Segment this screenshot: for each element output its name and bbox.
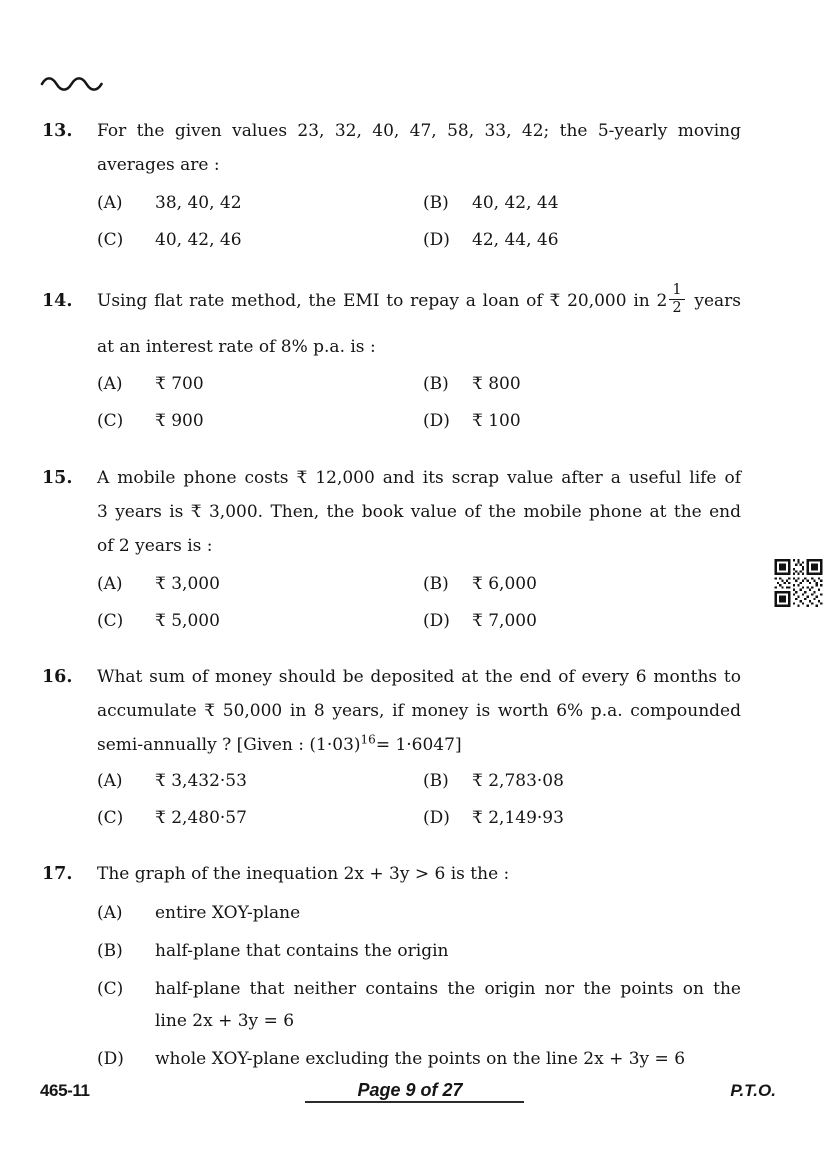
fraction-one-half: $\frac{1}{2}$	[669, 282, 684, 316]
footer-underline	[305, 1101, 524, 1103]
option-text: 42, 44, 46	[472, 230, 559, 250]
option-label: (A)	[97, 903, 123, 923]
option-text: whole XOY-plane excluding the points on the line 2x + 3y = 6	[155, 1049, 686, 1069]
question-text-line: 3 years is ₹ 3,000. Then, the book value of the mobile phone at the end	[97, 502, 741, 522]
question-16	[42, 660, 741, 837]
option-text: entire XOY-plane	[155, 903, 301, 923]
option-text: ₹ 6,000	[472, 574, 537, 594]
option-label: (C)	[97, 411, 124, 431]
option-label: (C)	[97, 611, 124, 631]
option-row	[97, 973, 741, 1037]
option-text: 38, 40, 42	[155, 193, 242, 213]
question-text-line: What sum of money should be deposited at the end of every 6 months to	[97, 667, 741, 687]
option-row	[97, 935, 741, 967]
option-label: (C)	[97, 230, 124, 250]
option-label: (B)	[423, 574, 449, 594]
option-text: ₹ 3,432·53	[155, 771, 247, 791]
question-text-line: A mobile phone costs ₹ 12,000 and its scrap value after a useful life of	[97, 468, 741, 488]
option-text: ₹ 3,000	[155, 574, 220, 594]
options-list	[97, 897, 741, 1075]
exponent: 16	[360, 732, 376, 747]
pto-label: P.T.O.	[730, 1081, 776, 1100]
question-text-line: For the given values 23, 32, 40, 47, 58, 33, 42; the 5-yearly moving	[97, 121, 741, 141]
option-label: (B)	[423, 193, 449, 213]
question-text-line: averages are :	[97, 155, 220, 175]
option-text: ₹ 700	[155, 374, 204, 394]
option-label: (C)	[97, 808, 124, 828]
question-13	[42, 114, 741, 259]
option-text: ₹ 2,783·08	[472, 771, 564, 791]
option-label: (A)	[97, 374, 123, 394]
option-text: half-plane that contains the origin	[155, 941, 449, 961]
option-label: (B)	[423, 374, 449, 394]
options-grid	[97, 763, 741, 837]
option-label: (A)	[97, 771, 123, 791]
options-grid	[97, 566, 741, 640]
option-label: (D)	[423, 611, 450, 631]
question-17	[42, 857, 741, 1081]
option-row	[97, 1043, 741, 1075]
question-text-line: The graph of the inequation 2x + 3y > 6 is the :	[97, 864, 510, 884]
option-label: (A)	[97, 574, 123, 594]
option-label: (D)	[423, 230, 450, 250]
question-15	[42, 461, 741, 640]
option-text: 40, 42, 46	[155, 230, 242, 250]
option-label: (D)	[97, 1049, 124, 1069]
option-text: ₹ 900	[155, 411, 204, 431]
page-footer	[40, 1080, 776, 1101]
paper-code: 465-11	[40, 1081, 90, 1100]
option-label: (D)	[423, 808, 450, 828]
question-text-line: semi-annually ? [Given : $(1\cdot 03)^{16}= 1\cdot 6047$]	[97, 732, 462, 755]
option-text: half-plane that neither contains the origin nor the points on the line 2x + 3y = 6	[155, 979, 741, 1031]
options-grid	[97, 366, 741, 440]
option-label: (B)	[97, 941, 123, 961]
option-text: ₹ 5,000	[155, 611, 220, 631]
question-text-line: of 2 years is :	[97, 536, 213, 556]
option-label: (B)	[423, 771, 449, 791]
option-text: 40, 42, 44	[472, 193, 559, 213]
option-text: ₹ 2,480·57	[155, 808, 247, 828]
question-number: 17.	[42, 864, 73, 884]
option-text: ₹ 100	[472, 411, 521, 431]
option-label: (A)	[97, 193, 123, 213]
question-number: 14.	[42, 291, 73, 311]
question-text-line: accumulate ₹ 50,000 in 8 years, if money is worth 6% p.a. compounded	[97, 701, 741, 721]
option-label: (C)	[97, 979, 124, 999]
question-text-line: Using flat rate method, the EMI to repay a loan of ₹ 20,000 in 2 $\frac{1}{2}$ years	[97, 281, 741, 316]
options-grid	[97, 185, 741, 259]
squiggle-mark-icon	[39, 73, 111, 93]
question-text-line: at an interest rate of 8% p.a. is :	[97, 337, 376, 357]
option-text: ₹ 7,000	[472, 611, 537, 631]
question-number: 13.	[42, 121, 73, 141]
qr-code	[771, 559, 826, 607]
option-label: (D)	[423, 411, 450, 431]
question-number: 15.	[42, 468, 73, 488]
page-indicator: Page 9 of 27	[357, 1080, 463, 1100]
question-14	[42, 272, 741, 440]
question-number: 16.	[42, 667, 73, 687]
option-text: ₹ 2,149·93	[472, 808, 564, 828]
option-text: ₹ 800	[472, 374, 521, 394]
option-row	[97, 897, 741, 929]
